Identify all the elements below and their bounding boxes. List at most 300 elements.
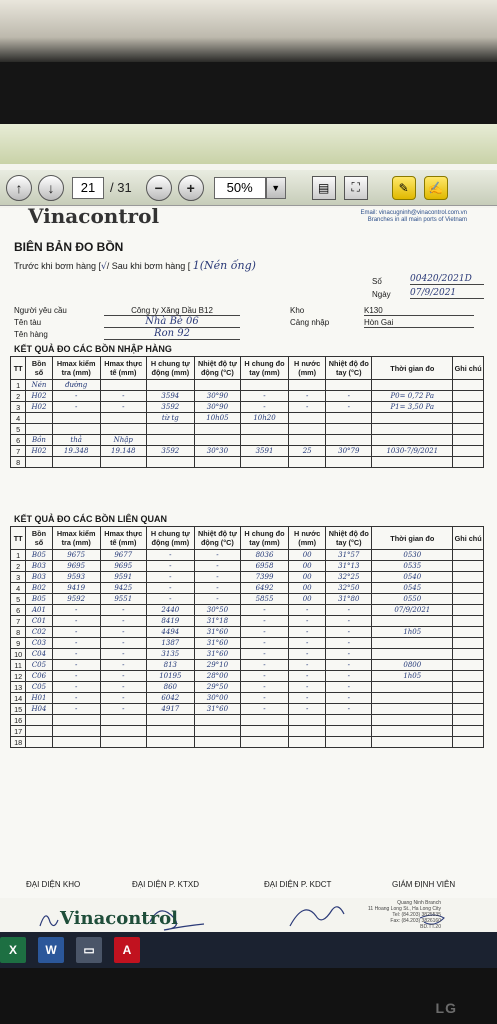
table-cell: - (52, 660, 100, 671)
table-cell (52, 424, 100, 435)
signature-label-kho: ĐẠI DIỆN KHO (26, 880, 81, 889)
table-cell (26, 424, 52, 435)
table-cell (372, 413, 453, 424)
col-h-manual: H chung đo tay (mm) (240, 357, 288, 380)
table-cell (372, 424, 453, 435)
table-cell (289, 424, 326, 435)
page-number-input[interactable]: 21 (72, 177, 104, 199)
footer-branch: Quang Ninh Branch (397, 900, 441, 906)
section-title-import-tanks: KẾT QUẢ ĐO CÁC BỒN NHẬP HÀNG (14, 344, 172, 354)
table-cell: - (326, 682, 372, 693)
table-cell: 29°50 (194, 682, 240, 693)
document-page (0, 204, 497, 898)
table-cell (100, 715, 146, 726)
col-h-manual: H chung đo tay (mm) (240, 527, 288, 550)
table-cell: - (52, 627, 100, 638)
table-cell: H01 (26, 693, 52, 704)
table-cell: 4917 (146, 704, 194, 715)
table-cell (326, 413, 372, 424)
table-cell: C04 (26, 649, 52, 660)
table-cell: 00 (289, 550, 326, 561)
table-cell: H02 (26, 391, 52, 402)
col-temp-manual: Nhiệt độ đo tay (°C) (326, 357, 372, 380)
table-cell: 31°18 (194, 616, 240, 627)
table-row (11, 561, 484, 572)
kho-label: Kho (290, 306, 305, 315)
table-cell: - (52, 671, 100, 682)
table-cell: - (289, 693, 326, 704)
table-cell (453, 627, 484, 638)
table-cell (326, 715, 372, 726)
table-cell (240, 457, 288, 468)
footer-tel: Tel: (84.203) 3825535 (392, 912, 441, 918)
table-cell: B02 (26, 583, 52, 594)
table-cell (453, 561, 484, 572)
table-cell: 07/9/2021 (372, 605, 453, 616)
footer-contact (368, 900, 441, 930)
scanner-icon[interactable]: ▭ (76, 937, 102, 963)
table-cell: - (52, 638, 100, 649)
table-cell: 00 (289, 572, 326, 583)
table-cell (26, 737, 52, 748)
cargo-label: Tên hàng (14, 330, 48, 339)
table-cell: - (194, 583, 240, 594)
sign-icon[interactable]: ✍ (424, 176, 448, 200)
table-cell: - (240, 402, 288, 413)
table-cell: 10 (11, 649, 26, 660)
table-cell: 1 (11, 550, 26, 561)
table-row (11, 616, 484, 627)
related-tanks-table (10, 526, 484, 748)
table-cell: 30°90 (194, 391, 240, 402)
table-cell (146, 380, 194, 391)
table-cell: P1= 3,50 Pa (372, 402, 453, 413)
table-cell: 8419 (146, 616, 194, 627)
word-icon[interactable]: W (38, 937, 64, 963)
table-cell: C05 (26, 682, 52, 693)
table-cell: 0550 (372, 594, 453, 605)
table-cell: 31°80 (326, 594, 372, 605)
table-cell: 30°30 (194, 446, 240, 457)
table-cell: B05 (26, 594, 52, 605)
table-row (11, 572, 484, 583)
ship-label: Tên tàu (14, 318, 42, 327)
table-cell: 10h20 (240, 413, 288, 424)
table-cell (26, 413, 52, 424)
table-cell (453, 693, 484, 704)
table-cell: 3 (11, 572, 26, 583)
table-cell: 3594 (146, 391, 194, 402)
table-cell: 8 (11, 627, 26, 638)
table-cell (453, 446, 484, 457)
ship-value: Nhà Bè 06 (104, 316, 240, 328)
table-cell: - (326, 671, 372, 682)
table-cell: C06 (26, 671, 52, 682)
table-cell: 18 (11, 737, 26, 748)
table-cell (453, 594, 484, 605)
table-cell: 00 (289, 561, 326, 572)
import-tanks-body (11, 380, 484, 468)
kho-value: K130 (364, 306, 474, 316)
table-cell: 1h05 (372, 671, 453, 682)
table-cell: - (52, 605, 100, 616)
table-cell (453, 380, 484, 391)
table-row (11, 627, 484, 638)
table-cell: - (326, 391, 372, 402)
table-cell: - (240, 638, 288, 649)
table-cell: 6042 (146, 693, 194, 704)
table-cell: - (289, 682, 326, 693)
table-cell: - (326, 638, 372, 649)
cargo-value: Ron 92 (104, 328, 240, 340)
table-cell (194, 457, 240, 468)
table-cell: 0530 (372, 550, 453, 561)
table-cell: H04 (26, 704, 52, 715)
table-cell (453, 704, 484, 715)
fit-page-icon[interactable]: ▤ (312, 176, 336, 200)
table-cell: 2 (11, 391, 26, 402)
table-cell: - (100, 671, 146, 682)
table-row (11, 550, 484, 561)
monitor-brand: LG (435, 1000, 457, 1016)
table-cell: - (240, 682, 288, 693)
table-cell: 28°00 (194, 671, 240, 682)
page-total: / 31 (110, 180, 132, 195)
table-cell: 00 (289, 583, 326, 594)
table-cell: - (52, 391, 100, 402)
full-screen-icon[interactable]: ⛶ (344, 176, 368, 200)
table-cell (52, 457, 100, 468)
table-cell: 19.148 (100, 446, 146, 457)
signature-label-kdct: ĐẠI DIỆN P. KDCT (264, 880, 332, 889)
signature-label-ktxd: ĐẠI DIỆN P. KTXD (132, 880, 199, 889)
table-cell: - (289, 660, 326, 671)
table-cell: - (100, 649, 146, 660)
zoom-input[interactable]: 50% (214, 177, 266, 199)
table-cell (372, 737, 453, 748)
table-cell (240, 435, 288, 446)
table-row (11, 435, 484, 446)
table-cell: 2440 (146, 605, 194, 616)
table-cell (240, 726, 288, 737)
table-cell (289, 435, 326, 446)
table-cell (453, 616, 484, 627)
table-row (11, 671, 484, 682)
table-row (11, 424, 484, 435)
table-cell (194, 737, 240, 748)
table-cell: - (326, 616, 372, 627)
table-cell: A01 (26, 605, 52, 616)
table-cell: 30°50 (194, 605, 240, 616)
table-cell: - (100, 402, 146, 413)
table-cell: 4494 (146, 627, 194, 638)
table-cell (453, 550, 484, 561)
table-cell: 2 (11, 561, 26, 572)
table-cell: C01 (26, 616, 52, 627)
table-cell: 9695 (100, 561, 146, 572)
ngay-label: Ngày (372, 290, 391, 299)
table-row (11, 605, 484, 616)
table-cell: B03 (26, 572, 52, 583)
table-cell: 10195 (146, 671, 194, 682)
table-cell (194, 435, 240, 446)
table-cell: 3591 (240, 446, 288, 457)
table-cell: 11 (11, 660, 26, 671)
table-cell: - (52, 693, 100, 704)
table-cell (326, 457, 372, 468)
table-cell: - (100, 638, 146, 649)
col-note: Ghi chú (453, 527, 484, 550)
table-cell: - (289, 402, 326, 413)
table-cell: 10h05 (194, 413, 240, 424)
table-cell (289, 715, 326, 726)
zoom-out-icon[interactable]: − (146, 175, 172, 201)
related-tanks-body (11, 550, 484, 748)
table-cell: - (194, 594, 240, 605)
table-cell: - (326, 660, 372, 671)
comment-icon[interactable]: ✎ (392, 176, 416, 200)
table-cell (453, 638, 484, 649)
table-cell: - (146, 572, 194, 583)
table-cell: 9675 (52, 550, 100, 561)
col-temp-auto: Nhiệt độ tự động (°C) (194, 357, 240, 380)
table-cell (100, 737, 146, 748)
table-cell (100, 413, 146, 424)
table-cell (194, 715, 240, 726)
table-cell: - (194, 550, 240, 561)
import-tanks-table (10, 356, 484, 468)
col-temp-auto: Nhiệt độ tự động (°C) (194, 527, 240, 550)
table-cell: - (326, 605, 372, 616)
table-cell (372, 693, 453, 704)
table-cell (326, 435, 372, 446)
col-note: Ghi chú (453, 357, 484, 380)
table-cell: - (146, 583, 194, 594)
table-cell (100, 424, 146, 435)
table-cell (100, 380, 146, 391)
table-cell: 17 (11, 726, 26, 737)
table-cell: 9695 (52, 561, 100, 572)
table-row (11, 726, 484, 737)
table-cell: 8 (11, 457, 26, 468)
col-h-auto: H chung tự động (mm) (146, 357, 194, 380)
table-cell (146, 737, 194, 748)
zoom-in-icon[interactable]: + (178, 175, 204, 201)
col-hmax-actual: Hmax thực tế (mm) (100, 357, 146, 380)
col-tank: Bồn số (26, 357, 52, 380)
table-cell: 32°50 (326, 583, 372, 594)
table-cell: 7 (11, 446, 26, 457)
table-cell: - (289, 627, 326, 638)
table-cell: Nén (26, 380, 52, 391)
table-cell: - (100, 693, 146, 704)
table-cell (372, 715, 453, 726)
table-cell: 15 (11, 704, 26, 715)
table-row (11, 457, 484, 468)
table-cell (372, 380, 453, 391)
table-cell: Nhập (100, 435, 146, 446)
form-code: BD.TT.20 (420, 924, 441, 930)
table-cell: 0540 (372, 572, 453, 583)
so-value: 00420/2021D (410, 274, 484, 285)
table-cell: 8036 (240, 550, 288, 561)
port-value: Hòn Gai (364, 318, 474, 328)
table-cell: - (240, 693, 288, 704)
table-row (11, 638, 484, 649)
table-cell: 32°25 (326, 572, 372, 583)
table-cell: - (326, 402, 372, 413)
table-cell: - (52, 682, 100, 693)
table-cell (52, 413, 100, 424)
table-row (11, 446, 484, 457)
col-h-water: H nước (mm) (289, 357, 326, 380)
table-cell: B03 (26, 561, 52, 572)
table-cell: 7399 (240, 572, 288, 583)
screen (0, 124, 497, 934)
table-cell (240, 424, 288, 435)
table-cell: 3135 (146, 649, 194, 660)
table-cell: 9551 (100, 594, 146, 605)
table-cell: 6958 (240, 561, 288, 572)
table-cell: C05 (26, 660, 52, 671)
col-temp-manual: Nhiệt độ đo tay (°C) (326, 527, 372, 550)
table-row (11, 583, 484, 594)
chevron-down-icon[interactable]: ▼ (266, 177, 286, 199)
table-cell: 5855 (240, 594, 288, 605)
col-hmax-actual: Hmax thực tế (mm) (100, 527, 146, 550)
table-row (11, 402, 484, 413)
handwritten-note: 1(Nén ống) (192, 259, 256, 272)
table-cell: - (326, 693, 372, 704)
table-cell (146, 424, 194, 435)
arrow-up-icon[interactable]: ↑ (6, 175, 32, 201)
table-cell: 860 (146, 682, 194, 693)
table-cell: 1030-7/9/2021 (372, 446, 453, 457)
table-cell (453, 457, 484, 468)
table-cell: 5 (11, 424, 26, 435)
table-cell: 31°60 (194, 704, 240, 715)
table-cell: 9593 (52, 572, 100, 583)
table-cell (372, 682, 453, 693)
table-cell: 6 (11, 605, 26, 616)
table-cell (52, 737, 100, 748)
vinacontrol-logo-bottom: Vinacontrol (60, 908, 178, 929)
table-cell (372, 649, 453, 660)
table-cell: 14 (11, 693, 26, 704)
table-cell: - (52, 616, 100, 627)
table-row (11, 594, 484, 605)
table-cell: - (240, 391, 288, 402)
col-hmax-check: Hmax kiểm tra (mm) (52, 527, 100, 550)
table-cell (453, 715, 484, 726)
table-cell (453, 605, 484, 616)
table-cell: 9592 (52, 594, 100, 605)
table-cell (194, 424, 240, 435)
table-cell (372, 704, 453, 715)
table-cell (240, 737, 288, 748)
table-cell (289, 457, 326, 468)
window-header-bar (0, 124, 497, 164)
taskbar (0, 932, 497, 968)
table-cell: 5 (11, 594, 26, 605)
table-cell: - (194, 572, 240, 583)
table-cell (146, 726, 194, 737)
table-cell: - (240, 704, 288, 715)
table-cell: - (289, 649, 326, 660)
table-cell: - (100, 704, 146, 715)
table-cell: 29°10 (194, 660, 240, 671)
table-cell: - (240, 649, 288, 660)
table-cell: P0= 0,72 Pa (372, 391, 453, 402)
table-cell (453, 649, 484, 660)
table-cell: - (100, 616, 146, 627)
table-cell: 1h05 (372, 627, 453, 638)
ngay-value: 07/9/2021 (410, 288, 484, 299)
table-cell (194, 380, 240, 391)
table-cell: 19.348 (52, 446, 100, 457)
table-row (11, 391, 484, 402)
pdf-icon[interactable]: A (114, 937, 140, 963)
table-row (11, 649, 484, 660)
table-cell (453, 391, 484, 402)
table-cell: 3592 (146, 446, 194, 457)
table-row (11, 693, 484, 704)
table-cell: - (289, 605, 326, 616)
table-cell: 30°79 (326, 446, 372, 457)
monitor-bezel-top (0, 62, 497, 124)
table-cell: 30°90 (194, 402, 240, 413)
document-header (0, 204, 497, 230)
table-cell (372, 638, 453, 649)
table-cell (289, 726, 326, 737)
table-cell (146, 435, 194, 446)
table-cell: - (240, 660, 288, 671)
table-cell: B05 (26, 550, 52, 561)
table-cell: 12 (11, 671, 26, 682)
table-cell: - (289, 391, 326, 402)
table-cell: 31°13 (326, 561, 372, 572)
table-row (11, 737, 484, 748)
table-cell: 9 (11, 638, 26, 649)
table-cell: 9677 (100, 550, 146, 561)
header-contact (361, 210, 467, 224)
table-cell: 7 (11, 616, 26, 627)
arrow-down-icon[interactable]: ↓ (38, 175, 64, 201)
table-header-row (11, 357, 484, 380)
table-cell (453, 726, 484, 737)
table-row (11, 660, 484, 671)
table-cell: - (240, 627, 288, 638)
table-cell (289, 380, 326, 391)
footer-fax: Fax: (84.203) 3826160 (390, 918, 441, 924)
table-cell (453, 671, 484, 682)
table-cell (240, 380, 288, 391)
table-cell: - (240, 671, 288, 682)
table-cell: 4 (11, 583, 26, 594)
table-cell: 30°00 (194, 693, 240, 704)
table-cell (289, 413, 326, 424)
table-cell (52, 715, 100, 726)
table-cell (453, 572, 484, 583)
footer-address: 11 Hoang Long St., Ha Long City (367, 906, 441, 912)
subtitle-before: Trước khi bơm hàng [ (14, 261, 102, 271)
pdf-toolbar (0, 170, 497, 206)
excel-icon[interactable]: X (0, 937, 26, 963)
table-cell: 13 (11, 682, 26, 693)
table-cell: 813 (146, 660, 194, 671)
port-label: Cảng nhập (290, 318, 330, 327)
table-cell: 3 (11, 402, 26, 413)
